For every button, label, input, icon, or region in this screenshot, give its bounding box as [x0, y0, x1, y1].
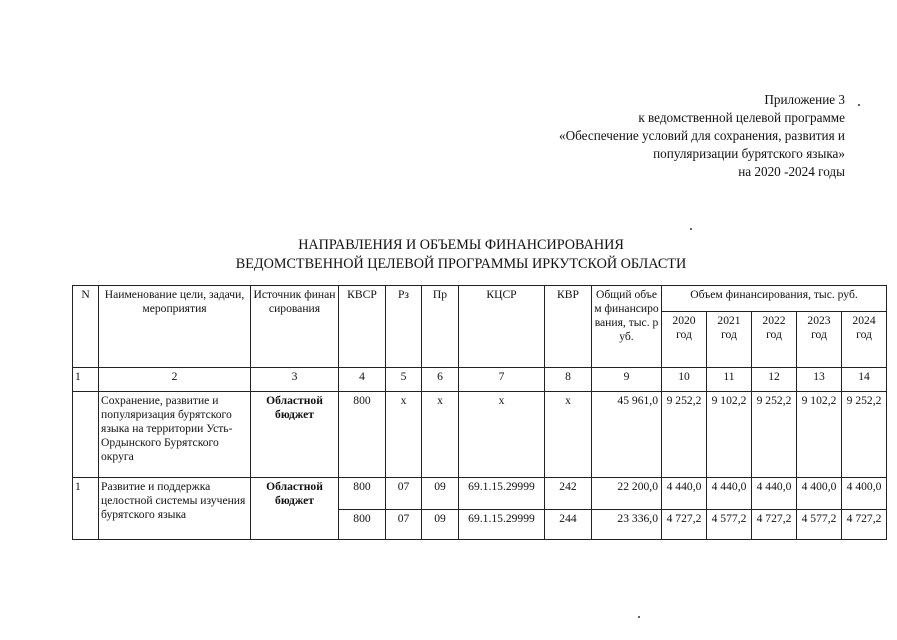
- header-volume: Объем финансирования, тыс. руб.: [662, 286, 887, 312]
- goal-year-value: 9 252,2: [662, 392, 707, 478]
- goal-year-value: 9 102,2: [707, 392, 752, 478]
- task-year-value: 4 577,2: [707, 510, 752, 540]
- header-year: 2021 год: [707, 312, 752, 368]
- scan-speck: [638, 616, 640, 618]
- col-number: 12: [752, 368, 797, 392]
- col-number: 6: [422, 368, 459, 392]
- financing-table: [72, 285, 887, 540]
- col-number: 2: [99, 368, 251, 392]
- goal-kvr: х: [545, 392, 592, 478]
- appendix-line: Приложение 3: [764, 92, 845, 107]
- task-year-value: 4 727,2: [752, 510, 797, 540]
- task-kcsr: 69.1.15.29999: [459, 510, 545, 540]
- appendix-line: «Обеспечение условий для сохранения, развития и: [559, 128, 845, 143]
- header-kvsr: КВСР: [339, 286, 386, 368]
- task-pr: 09: [422, 510, 459, 540]
- appendix-block: [559, 91, 845, 181]
- task-year-value: 4 440,0: [662, 478, 707, 510]
- goal-year-value: 9 252,2: [842, 392, 887, 478]
- task-year-value: 4 440,0: [752, 478, 797, 510]
- header-total: Общий объем финансирования, тыс. руб.: [592, 286, 662, 368]
- goal-source: Областной бюджет: [251, 392, 339, 478]
- task-year-value: 4 727,2: [842, 510, 887, 540]
- task-year-value: 4 400,0: [797, 478, 842, 510]
- col-number: 9: [592, 368, 662, 392]
- task-year-value: 4 727,2: [662, 510, 707, 540]
- goal-rz: х: [386, 392, 422, 478]
- goal-year-value: 9 102,2: [797, 392, 842, 478]
- task-year-value: 4 400,0: [842, 478, 887, 510]
- task-rz: 07: [386, 478, 422, 510]
- col-number: 11: [707, 368, 752, 392]
- task-rz: 07: [386, 510, 422, 540]
- goal-kcsr: х: [459, 392, 545, 478]
- header-n: N: [73, 286, 99, 368]
- header-name: Наименование цели, задачи, мероприятия: [99, 286, 251, 368]
- task-year-value: 4 440,0: [707, 478, 752, 510]
- task-year-value: 4 577,2: [797, 510, 842, 540]
- col-number: 13: [797, 368, 842, 392]
- document-title: [0, 236, 897, 273]
- appendix-line: популяризации бурятского языка»: [653, 146, 845, 161]
- col-number: 4: [339, 368, 386, 392]
- goal-pr: х: [422, 392, 459, 478]
- col-number: 14: [842, 368, 887, 392]
- scan-speck: [858, 104, 860, 106]
- task-row: [73, 478, 887, 510]
- goal-name: Сохранение, развитие и популяризация бурятского языка на территории Усть-Ордынского Бурятского округа: [99, 392, 251, 478]
- task-total: 23 336,0: [592, 510, 662, 540]
- header-pr: Пр: [422, 286, 459, 368]
- header-year: 2023 год: [797, 312, 842, 368]
- task-source: Областной бюджет: [251, 478, 339, 540]
- title-line-2: ВЕДОМСТВЕННОЙ ЦЕЛЕВОЙ ПРОГРАММЫ ИРКУТСКОЙ ОБЛАСТИ: [235, 255, 687, 272]
- task-n: 1: [73, 478, 99, 540]
- task-pr: 09: [422, 478, 459, 510]
- col-number: 3: [251, 368, 339, 392]
- col-number: 10: [662, 368, 707, 392]
- goal-n: [73, 392, 99, 478]
- col-number: 7: [459, 368, 545, 392]
- header-year: 2024 год: [842, 312, 887, 368]
- col-number: 5: [386, 368, 422, 392]
- goal-kvsr: 800: [339, 392, 386, 478]
- task-kvr: 244: [545, 510, 592, 540]
- task-kvr: 242: [545, 478, 592, 510]
- col-number: 8: [545, 368, 592, 392]
- goal-total: 45 961,0: [592, 392, 662, 478]
- task-kcsr: 69.1.15.29999: [459, 478, 545, 510]
- scan-speck: [690, 228, 692, 230]
- header-rz: Рз: [386, 286, 422, 368]
- title-line-1: НАПРАВЛЕНИЯ И ОБЪЕМЫ ФИНАНСИРОВАНИЯ: [298, 237, 624, 253]
- header-kvr: КВР: [545, 286, 592, 368]
- appendix-line: к ведомственной целевой программе: [638, 110, 845, 125]
- col-number: 1: [73, 368, 99, 392]
- goal-row: [73, 392, 887, 478]
- goal-year-value: 9 252,2: [752, 392, 797, 478]
- task-total: 22 200,0: [592, 478, 662, 510]
- task-kvsr: 800: [339, 478, 386, 510]
- header-kcsr: КЦСР: [459, 286, 545, 368]
- task-name: Развитие и поддержка целостной системы изучения бурятского языка: [99, 478, 251, 540]
- appendix-line: на 2020 -2024 годы: [738, 164, 845, 179]
- header-year: 2020 год: [662, 312, 707, 368]
- header-source: Источник финансирования: [251, 286, 339, 368]
- header-year: 2022 год: [752, 312, 797, 368]
- column-number-row: [73, 368, 887, 392]
- task-kvsr: 800: [339, 510, 386, 540]
